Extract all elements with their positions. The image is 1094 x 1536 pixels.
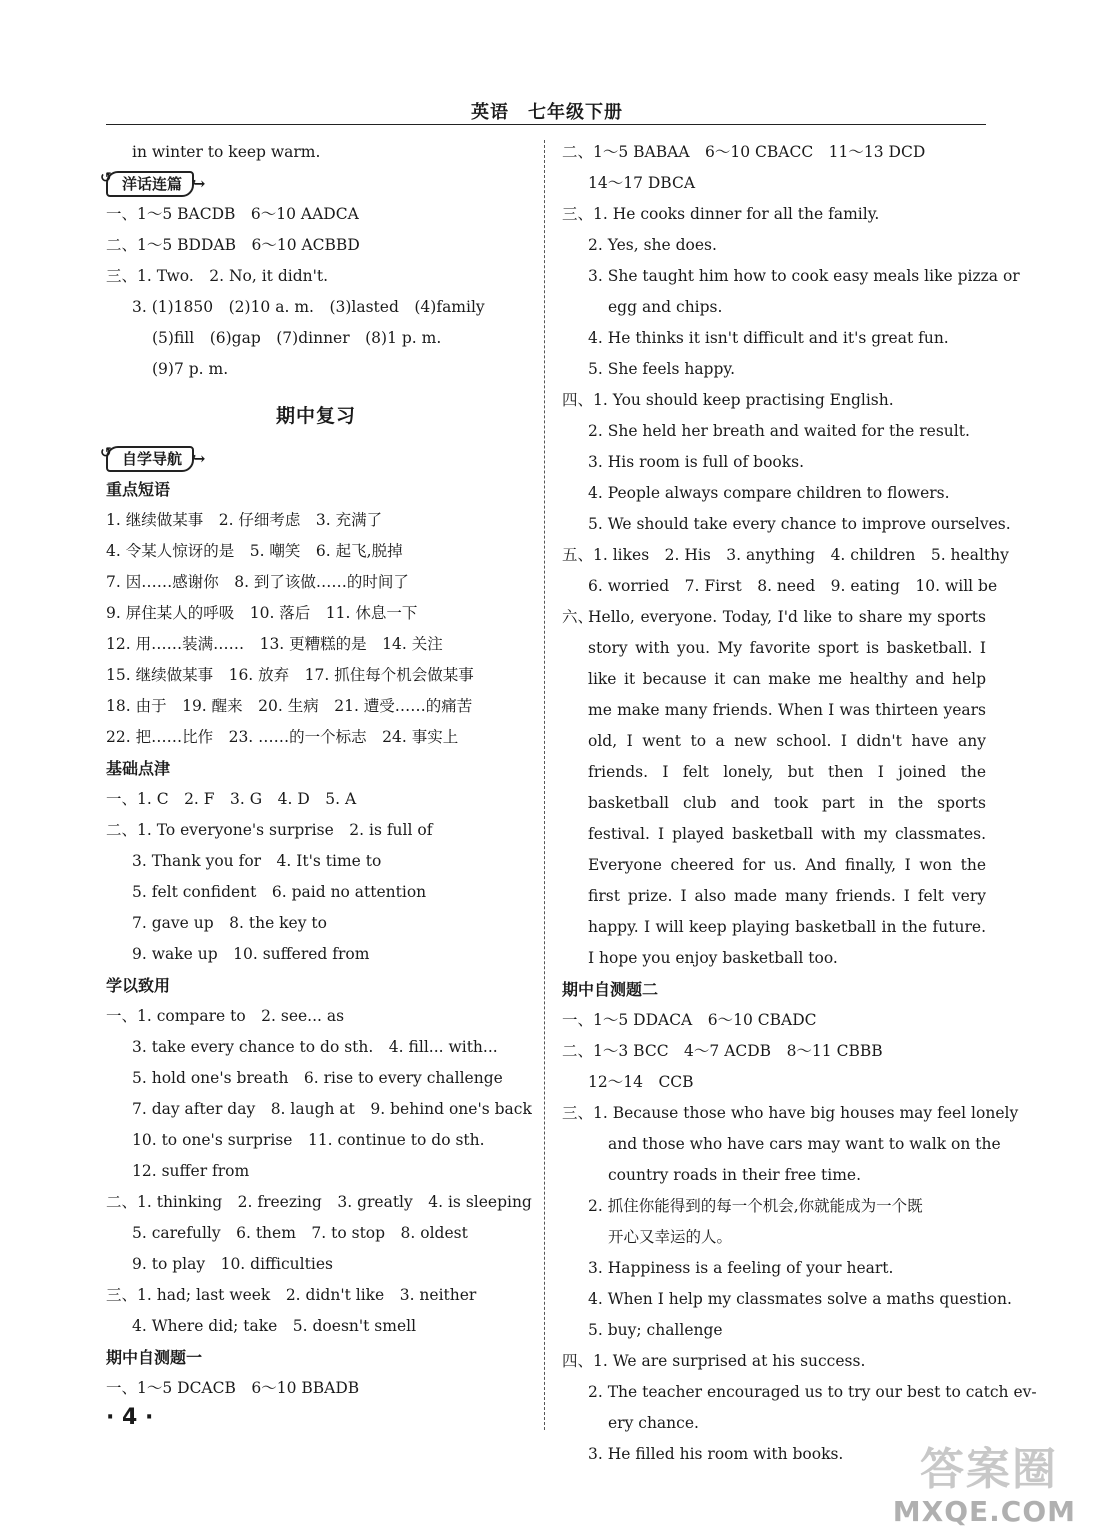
phrase-line: 12. 用……装满…… 13. 更糟糕的是 14. 关注 <box>106 635 443 653</box>
answer-line: 3. She taught him how to cook easy meals like pizza or <box>588 267 1020 285</box>
essay-label: 六、 <box>562 608 594 626</box>
answer-line: 四、1. We are surprised at his success. <box>562 1352 866 1370</box>
phrase-line: 4. 令某人惊讶的是 5. 嘲笑 6. 起飞,脱掉 <box>106 542 403 560</box>
arrow-icon: ↪ <box>192 174 206 193</box>
answer-line: 6. worried 7. First 8. need 9. eating 10. will be <box>588 577 998 595</box>
answer-line: 3. Thank you for 4. It's time to <box>132 852 382 870</box>
answer-line: 一、1～5 DDACA 6～10 CBADC <box>562 1011 817 1029</box>
answer-line: 二、1～5 BDDAB 6～10 ACBBD <box>106 236 360 254</box>
subheading: 基础点津 <box>106 759 171 778</box>
phrase-line: 18. 由于 19. 醒来 20. 生病 21. 遭受……的痛苦 <box>106 697 473 715</box>
phrase-line: 7. 因……感谢你 8. 到了该做……的时间了 <box>106 573 409 591</box>
answer-line: 4. He thinks it isn't difficult and it's great fun. <box>588 329 949 347</box>
answer-line: 4. Where did; take 5. doesn't smell <box>132 1317 417 1335</box>
answer-line: 二、1～3 BCC 4～7 ACDB 8～11 CBBB <box>562 1042 883 1060</box>
phrase-line: 1. 继续做某事 2. 仔细考虑 3. 充满了 <box>106 511 383 529</box>
answer-line: 5. felt confident 6. paid no attention <box>132 883 427 901</box>
answer-line: 三、1. Two. 2. No, it didn't. <box>106 267 329 285</box>
section-badge: ↺ 自学导航 ↪ <box>106 443 526 474</box>
essay-text: Hello, everyone. Today, I'd like to share my sports story with you. My favorite sport is basketball. I like it because it can make me healthy and help me make many friends. When I was thirteen years old, I went to a new school. I didn't have any friends. I felt lonely, but then I joined the basketball club and took part in the sports festival. I played basketball with my classmates. Everyone cheered for us. And finally, I won the first prize. I also made many friends. I felt very happy. I will keep playing basketball in the future. I hope you enjoy basketball too. <box>588 608 986 967</box>
answer-line: 三、1. had; last week 2. didn't like 3. neither <box>106 1286 477 1304</box>
answer-line: 一、1～5 DCACB 6～10 BBADB <box>106 1379 360 1397</box>
answer-line: 二、1. thinking 2. freezing 3. greatly 4. is sleeping <box>106 1193 532 1211</box>
arrow-icon: ↪ <box>192 449 206 468</box>
answer-line: 一、1～5 BACDB 6～10 AADCA <box>106 205 359 223</box>
answer-line: 2. 抓住你能得到的每一个机会,你就能成为一个既 <box>588 1197 923 1215</box>
subheading: 期中自测题一 <box>106 1348 203 1367</box>
column-divider <box>544 140 545 1430</box>
phrase-line: 9. 屏住某人的呼吸 10. 落后 11. 休息一下 <box>106 604 418 622</box>
answer-line: 二、1～5 BABAA 6～10 CBACC 11～13 DCD <box>562 143 926 161</box>
answer-line: 4. When I help my classmates solve a maths question. <box>588 1290 1012 1308</box>
answer-line: 12～14 CCB <box>588 1073 694 1091</box>
answer-line: 三、1. Because those who have big houses may feel lonely <box>562 1104 1019 1122</box>
answer-line: 5. buy; challenge <box>588 1321 723 1339</box>
answer-line: 9. wake up 10. suffered from <box>132 945 370 963</box>
curl-icon: ↺ <box>100 169 112 186</box>
answer-line: 3. (1)1850 (2)10 a. m. (3)lasted (4)family <box>132 298 485 316</box>
watermark-text: 答案圈 <box>920 1444 1058 1495</box>
answer-line: 5. She feels happy. <box>588 360 736 378</box>
answer-line: 2. Yes, she does. <box>588 236 717 254</box>
answer-line: (5)fill (6)gap (7)dinner (8)1 p. m. <box>152 329 442 347</box>
answer-line: 二、1. To everyone's surprise 2. is full of <box>106 821 433 839</box>
header-rule <box>106 124 986 125</box>
subheading: 学以致用 <box>106 976 171 995</box>
answer-line: (9)7 p. m. <box>152 360 229 378</box>
answer-line: 2. The teacher encouraged us to try our best to catch ev- <box>588 1383 1037 1401</box>
answer-line: ery chance. <box>608 1414 699 1432</box>
answer-line: 五、1. likes 2. His 3. anything 4. children 5. healthy <box>562 546 1009 564</box>
watermark-logo <box>892 1433 1076 1528</box>
section-badge: ↺ 洋话连篇 ↪ <box>106 168 526 199</box>
answer-line: 12. suffer from <box>132 1162 250 1180</box>
right-column <box>562 137 1037 1470</box>
page-header: 英语 七年级下册 <box>471 102 623 123</box>
answer-line: 14～17 DBCA <box>588 174 696 192</box>
answer-line: 2. She held her breath and waited for the result. <box>588 422 970 440</box>
answer-line: 4. People always compare children to flowers. <box>588 484 950 502</box>
carry-line: in winter to keep warm. <box>132 143 321 161</box>
answer-line: 5. carefully 6. them 7. to stop 8. oldest <box>132 1224 468 1242</box>
answer-line: 3. His room is full of books. <box>588 453 805 471</box>
watermark-url: MXQE.COM <box>892 1495 1076 1528</box>
answer-line: egg and chips. <box>608 298 723 316</box>
answer-line: country roads in their free time. <box>608 1166 862 1184</box>
subheading: 期中自测题二 <box>562 980 659 999</box>
answer-line: 10. to one's surprise 11. continue to do sth. <box>132 1131 485 1149</box>
phrase-line: 15. 继续做某事 16. 放弃 17. 抓住每个机会做某事 <box>106 666 474 684</box>
left-column <box>100 137 532 1404</box>
phrase-line: 22. 把……比作 23. ……的一个标志 24. 事实上 <box>106 728 459 746</box>
section-title: 期中复习 <box>275 405 356 427</box>
answer-line: 四、1. You should keep practising English. <box>562 391 894 409</box>
answer-line: and those who have cars may want to walk on the <box>608 1135 1001 1153</box>
answer-line: 5. We should take every chance to improve ourselves. <box>588 515 1011 533</box>
answer-line: 一、1. compare to 2. see... as <box>106 1007 345 1025</box>
answer-line: 3. He filled his room with books. <box>588 1445 844 1463</box>
essay-block <box>562 602 986 974</box>
answer-line: 三、1. He cooks dinner for all the family. <box>562 205 880 223</box>
answer-line: 5. hold one's breath 6. rise to every challenge <box>132 1069 503 1087</box>
answer-line: 9. to play 10. difficulties <box>132 1255 333 1273</box>
answer-line: 开心又幸运的人。 <box>608 1228 733 1246</box>
answer-line: 3. Happiness is a feeling of your heart. <box>588 1259 894 1277</box>
curl-icon: ↺ <box>100 444 112 461</box>
answer-line: 一、1. C 2. F 3. G 4. D 5. A <box>106 790 357 808</box>
page-number: · 4 · <box>106 1405 154 1430</box>
answer-line: 3. take every chance to do sth. 4. fill... with... <box>132 1038 498 1056</box>
subheading: 重点短语 <box>106 480 171 499</box>
answer-line: 7. gave up 8. the key to <box>132 914 327 932</box>
answer-line: 7. day after day 8. laugh at 9. behind one's back <box>132 1100 532 1118</box>
